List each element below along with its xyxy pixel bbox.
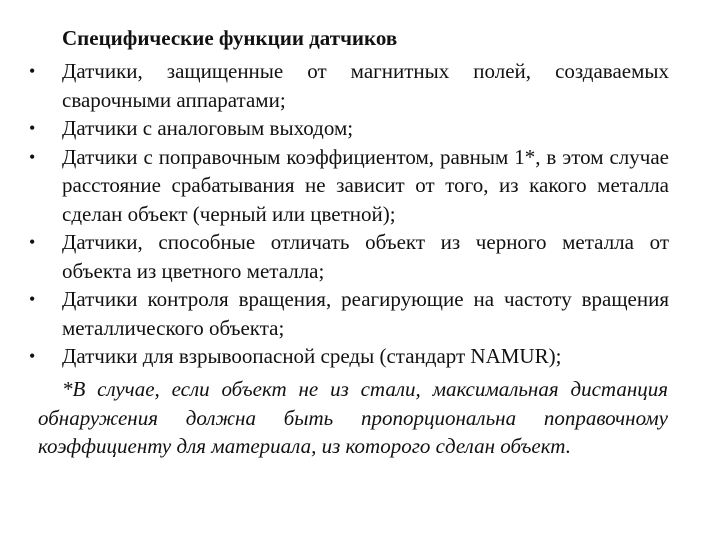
bullet-icon: • xyxy=(29,232,36,252)
list-item-text: Датчики с аналоговым выходом; xyxy=(62,116,354,140)
list-item-text: Датчики для взрывоопасной среды (стандарт NAMUR); xyxy=(62,344,562,368)
bullet-icon: • xyxy=(29,118,36,138)
list-item-text: Датчики с поправочным коэффициентом, равным 1*, в этом случае расстояние срабатывания не зависит от того, из какого металла сделан объект (черный или цветной); xyxy=(62,144,669,226)
list-item-text: Датчики, способные отличать объект из черного металла от объекта из цветного металла; xyxy=(62,230,669,283)
bullet-icon: • xyxy=(29,61,36,81)
list-item xyxy=(24,143,669,229)
bullet-icon: • xyxy=(29,146,36,167)
list-item-text: Датчики, защищенные от магнитных полей, создаваемых сварочными аппаратами; xyxy=(62,59,669,112)
bullet-list xyxy=(24,57,669,371)
slide-title: Специфические функции датчиков xyxy=(62,26,398,50)
list-item xyxy=(24,285,669,342)
list-item xyxy=(24,342,669,371)
bullet-icon: • xyxy=(29,346,36,366)
list-item xyxy=(24,228,669,285)
footnote: *В случае, если объект не из стали, максимальная дистанция обнаружения должна быть пропорциональна поправочному коэффициенту для материала, из которого сделан объект. xyxy=(38,377,668,458)
list-item xyxy=(24,57,669,114)
bullet-icon: • xyxy=(29,289,36,309)
list-item-text: Датчики контроля вращения, реагирующие на частоту вращения металлического объекта; xyxy=(62,287,669,340)
list-item xyxy=(24,114,669,143)
